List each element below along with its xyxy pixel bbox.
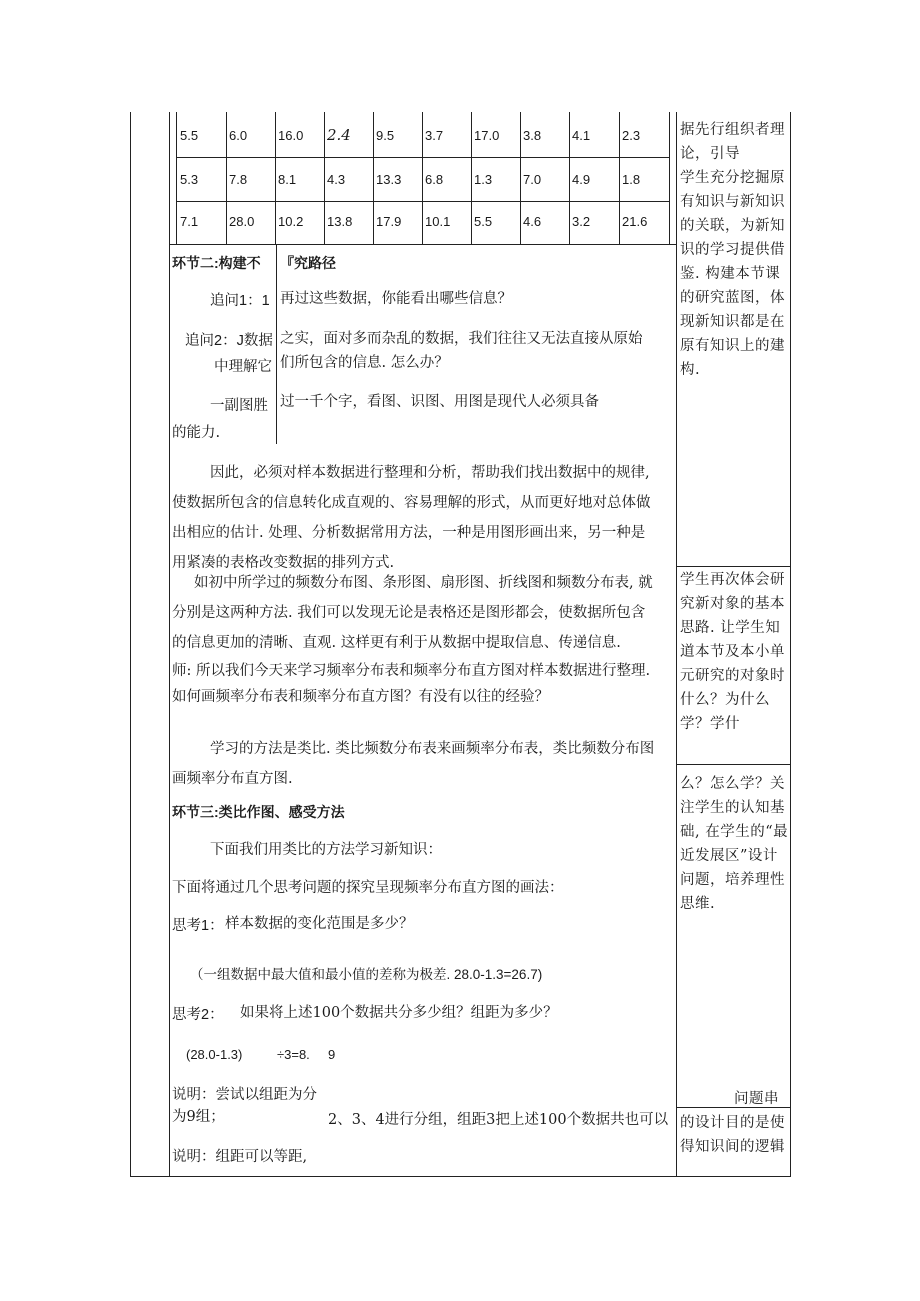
- table-cell: 8.1: [278, 172, 297, 187]
- sidebar-line: 近发展区”设计: [680, 848, 778, 864]
- section3-line2: 下面将通过几个思考问题的探究呈现频率分布直方图的画法：: [172, 880, 564, 896]
- sidebar-line: 现新知识都是在: [680, 314, 785, 330]
- section2-heading-right: 『究路径: [280, 255, 336, 271]
- sidebar-line: 学？学什: [680, 716, 740, 732]
- grid-v-line: [520, 112, 521, 244]
- calc-part-c: 9: [328, 1047, 336, 1062]
- table-cell: 2.3: [622, 128, 641, 143]
- table-cell: 7.1: [180, 214, 199, 229]
- grid-v-line: [669, 112, 670, 244]
- table-cell: 5.5: [474, 214, 493, 229]
- paragraph-methods: [172, 568, 653, 658]
- question3-label: 一副图胜: [210, 398, 268, 414]
- paragraph-line: 分别是这两种方法. 我们可以发现无论是表格还是图形都会，使数据所包含: [172, 605, 646, 621]
- table-cell: 16.0: [278, 128, 304, 143]
- note1-c: 2、3、4进行分组，组距3把上述100个数据共也可以: [328, 1112, 669, 1128]
- paragraph-line: 出相应的估计. 处理、分析数据常用方法，一种是用图形画出来，另一种是: [172, 525, 646, 541]
- table-cell: 9.5: [376, 128, 395, 143]
- table-cell: 3.7: [425, 128, 444, 143]
- note2: 说明：组距可以等距,: [172, 1149, 308, 1165]
- sidebar-divider: [676, 764, 790, 765]
- sidebar-line: 道本节及本小单: [680, 644, 785, 660]
- note1-a: 说明：尝试以组距为分: [172, 1087, 317, 1103]
- grid-v-line: [176, 112, 177, 244]
- grid-v-line: [471, 112, 472, 244]
- grid-v-line: [226, 112, 227, 244]
- sidebar-line: 学生充分挖掘原: [680, 170, 785, 186]
- sidebar-line: 构.: [680, 362, 701, 378]
- sidebar-note-3: [680, 772, 792, 916]
- section2-divider: [276, 244, 277, 444]
- think1-label: 思考1：: [172, 918, 224, 934]
- sidebar-line: 得知识间的逻辑: [680, 1139, 785, 1155]
- table-cell: 5.3: [180, 172, 199, 187]
- think2-text: 如果将上述100个数据共分多少组？组距为多少？: [240, 1005, 558, 1021]
- sidebar-line: 什么？为什么: [680, 692, 770, 708]
- table-cell: 2.4: [327, 126, 351, 144]
- sidebar-line: 么？怎么学？关: [680, 776, 785, 792]
- calc-part-b: ÷3=8.: [277, 1047, 310, 1062]
- table-cell: 4.9: [572, 172, 591, 187]
- paragraph-line: 画频率分布直方图.: [172, 771, 293, 787]
- think1-text: 样本数据的变化范围是多少？: [225, 916, 414, 932]
- paragraph-line: 师: 所以我们今天来学习频率分布表和频率分布直方图对样本数据进行整理.: [172, 663, 651, 679]
- sidebar-left-border: [676, 112, 677, 1177]
- table-cell: 17.9: [376, 214, 402, 229]
- paragraph-analysis: [172, 458, 651, 578]
- question3-text-end: 的能力.: [172, 425, 221, 441]
- sidebar-line: 究新对象的基本: [680, 596, 785, 612]
- sidebar-line: 鉴. 构建本节课: [680, 266, 781, 282]
- paragraph-line: 使数据所包含的信息转化成直观的、容易理解的形式，从而更好地对总体做: [172, 495, 651, 511]
- table-cell: 4.1: [572, 128, 591, 143]
- paragraph-teacher: [172, 658, 650, 710]
- table-cell: 1.8: [622, 172, 641, 187]
- sidebar-line: 论，引导: [680, 146, 740, 162]
- sidebar-line: 的关联，为新知: [680, 218, 785, 234]
- sidebar-line: 识的学习提供借: [680, 242, 785, 258]
- table-cell: 5.5: [180, 128, 199, 143]
- sidebar-line: 学生再次体会研: [680, 572, 785, 588]
- table-cell: 10.1: [425, 214, 451, 229]
- paragraph-line: 如初中所学过的频数分布图、条形图、扇形图、折线图和频数分布表, 就: [194, 575, 653, 591]
- calc-part-a: (28.0-1.3): [186, 1047, 243, 1062]
- sidebar-line: 思维.: [680, 896, 716, 912]
- question2-label: 追问2：J数据: [185, 333, 273, 349]
- sidebar-note-2: [680, 568, 792, 736]
- table-cell: 21.6: [622, 214, 648, 229]
- sidebar-divider: [676, 566, 790, 567]
- sidebar-line: 思路. 让学生知: [680, 620, 781, 636]
- table-cell: 6.0: [229, 128, 248, 143]
- section3-intro: 下面我们用类比的方法学习新知识：: [210, 842, 442, 858]
- table-cell: 1.3: [474, 172, 493, 187]
- table-cell: 4.6: [523, 214, 542, 229]
- grid-v-line: [373, 112, 374, 244]
- sidebar-line: 础, 在学生的“最: [680, 824, 789, 840]
- note1-b: 为9组；: [172, 1109, 225, 1125]
- paragraph-line: 因此，必须对样本数据进行整理和分析，帮助我们找出数据中的规律,: [210, 465, 650, 481]
- paragraph-line: 用紧凑的表格改变数据的排列方式.: [172, 555, 395, 571]
- question3-text: 过一千个字，看图、识图、用图是现代人必须具备: [280, 394, 599, 410]
- grid-v-line: [619, 112, 620, 244]
- think1-answer: （一组数据中最大值和最小值的差称为极差. 28.0-1.3=26.7): [190, 967, 543, 982]
- table-cell: 3.8: [523, 128, 542, 143]
- sidebar-note-1: [680, 118, 792, 382]
- question2-label-cont: 中理解它: [214, 359, 272, 375]
- sidebar-line: 问题，培养理性: [680, 872, 785, 888]
- grid-v-line: [275, 112, 276, 244]
- table-cell: 4.3: [327, 172, 346, 187]
- section3-heading: 环节三:类比作图、感受方法: [172, 804, 345, 820]
- sidebar-line: 据先行组织者理: [680, 122, 785, 138]
- outer-bottom-border: [130, 1176, 791, 1177]
- paragraph-analogy: [172, 734, 654, 794]
- table-cell: 3.2: [572, 214, 591, 229]
- paragraph-line: 的信息更加的清晰、直观. 这样更有利于从数据中提取信息、传递信息.: [172, 635, 621, 651]
- table-cell: 6.8: [425, 172, 444, 187]
- paragraph-line: 如何画频率分布表和频率分布直方图？有没有以往的经验？: [172, 689, 549, 705]
- sidebar-line: 注学生的认知基: [680, 800, 785, 816]
- question2-text: 之实，面对多而杂乱的数据，我们往往又无法直接从原始: [280, 331, 643, 347]
- paragraph-line: 学习的方法是类比. 类比频数分布表来画频率分布表，类比频数分布图: [210, 741, 655, 757]
- table-cell: 28.0: [229, 214, 255, 229]
- grid-h-line: [169, 244, 676, 245]
- grid-v-line: [569, 112, 570, 244]
- sidebar-line: 问题串: [734, 1091, 779, 1107]
- think2-label: 思考2：: [172, 1007, 224, 1023]
- inner-left-border: [169, 112, 170, 1177]
- table-cell: 13.3: [376, 172, 402, 187]
- sidebar-note-4: [680, 1087, 792, 1159]
- question1-label: 追问1：1: [210, 293, 270, 309]
- sidebar-line: 的设计目的是使: [680, 1115, 785, 1131]
- table-cell: 7.8: [229, 172, 248, 187]
- sidebar-line: 有知识与新知识: [680, 194, 785, 210]
- table-cell: 7.0: [523, 172, 542, 187]
- grid-v-line: [324, 112, 325, 244]
- grid-v-line: [422, 112, 423, 244]
- question2-text-cont: 们所包含的信息. 怎么办？: [280, 355, 449, 371]
- sidebar-line: 元研究的对象时: [680, 668, 785, 684]
- sidebar-line: 的研究蓝图，体: [680, 290, 785, 306]
- section2-heading: 环节二:构建不: [172, 255, 261, 271]
- table-cell: 17.0: [474, 128, 500, 143]
- table-cell: 13.8: [327, 214, 353, 229]
- question1-text: 再过这些数据，你能看出哪些信息？: [280, 291, 512, 307]
- outer-left-border: [130, 112, 131, 1177]
- sidebar-line: 原有知识上的建: [680, 338, 785, 354]
- table-cell: 10.2: [278, 214, 304, 229]
